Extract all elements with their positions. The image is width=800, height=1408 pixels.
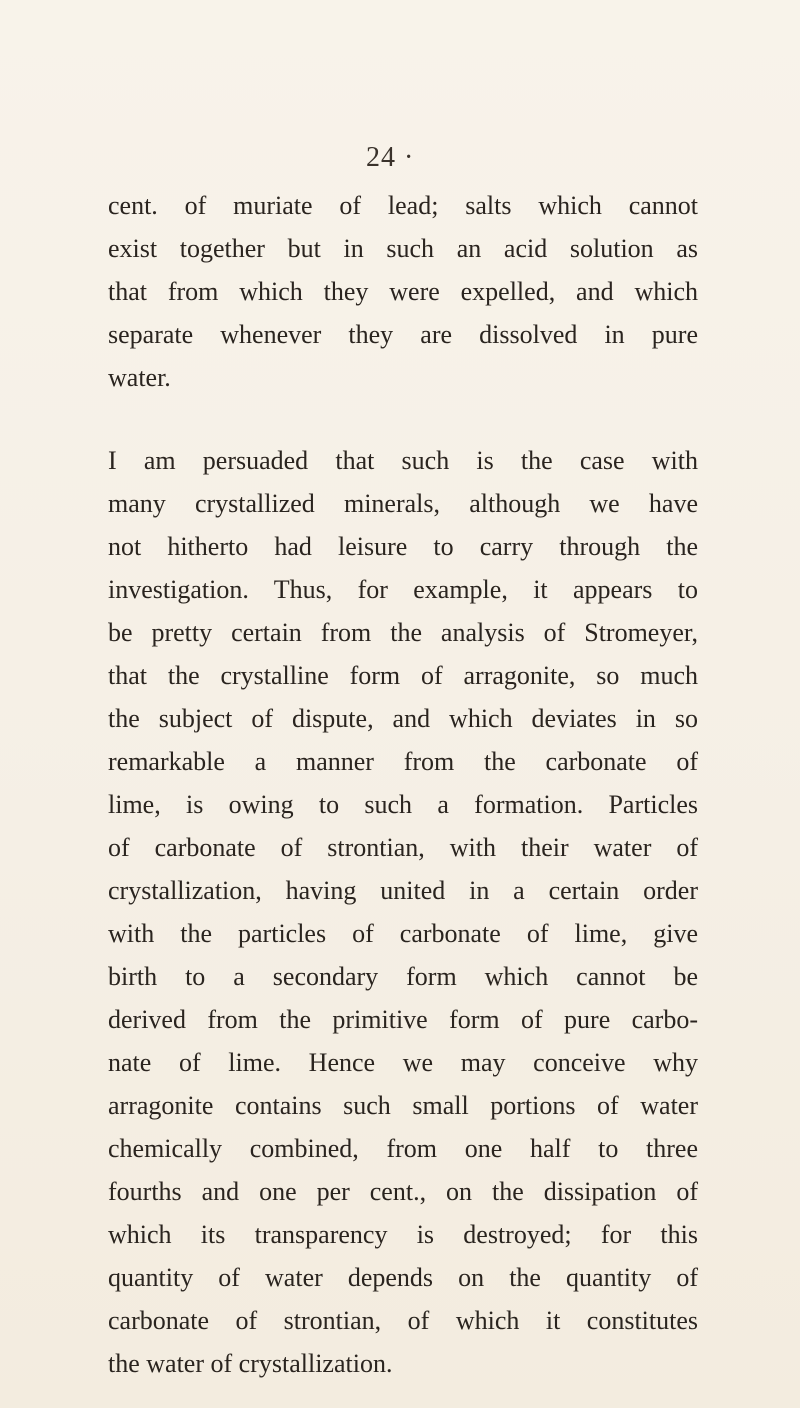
text-line: I am persuaded that such is the case with: [108, 446, 698, 475]
text-line: which its transparency is destroyed; for this: [108, 1220, 698, 1249]
text-line: carbonate of strontian, of which it constitutes: [108, 1306, 698, 1335]
text-line: crystallization, having united in a certain order: [108, 876, 698, 905]
text-line: not hitherto had leisure to carry through the: [108, 532, 698, 561]
text-line: the water of crystallization.: [108, 1349, 393, 1378]
text-line: the subject of dispute, and which deviates in so: [108, 704, 698, 733]
text-line: nate of lime. Hence we may conceive why: [108, 1048, 698, 1077]
text-line: quantity of water depends on the quantity of: [108, 1263, 698, 1292]
text-line: cent. of muriate of lead; salts which cannot: [108, 191, 698, 220]
text-line: birth to a secondary form which cannot be: [108, 962, 698, 991]
text-line: with the particles of carbonate of lime, give: [108, 919, 698, 948]
text-line: of carbonate of strontian, with their water of: [108, 833, 698, 862]
text-line: derived from the primitive form of pure carbo-: [108, 1005, 698, 1034]
text-line: fourths and one per cent., on the dissipation of: [108, 1177, 698, 1206]
text-line: investigation. Thus, for example, it appears to: [108, 575, 698, 604]
text-line: that the crystalline form of arragonite, so much: [108, 661, 698, 690]
text-line: lime, is owing to such a formation. Particles: [108, 790, 698, 819]
text-line: separate whenever they are dissolved in pure: [108, 320, 698, 349]
text-line: be pretty certain from the analysis of Stromeyer,: [108, 618, 698, 647]
text-line: remarkable a manner from the carbonate of: [108, 747, 698, 776]
text-line: arragonite contains such small portions of water: [108, 1091, 698, 1120]
text-line: chemically combined, from one half to three: [108, 1134, 698, 1163]
text-line: exist together but in such an acid solution as: [108, 234, 698, 263]
page-number: 24 ·: [366, 142, 415, 173]
text-line: water.: [108, 363, 171, 392]
text-line: many crystallized minerals, although we have: [108, 489, 698, 518]
text-line: that from which they were expelled, and which: [108, 277, 698, 306]
